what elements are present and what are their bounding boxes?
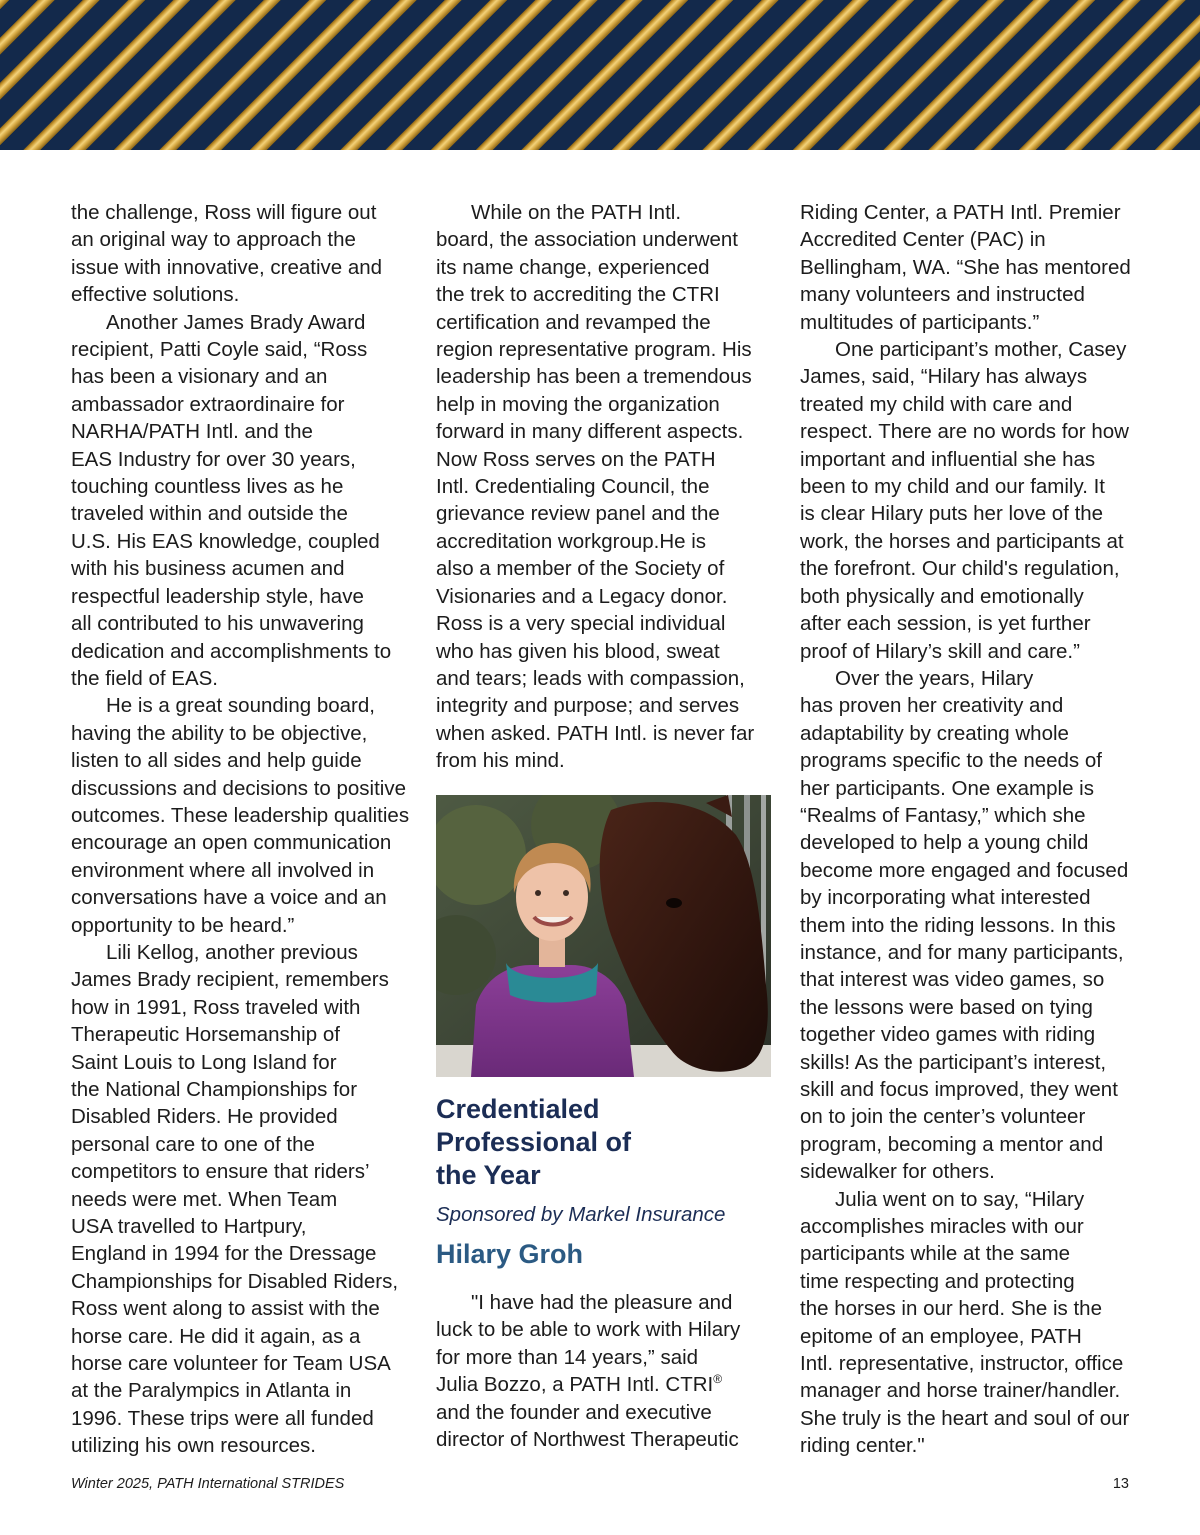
body-line: grievance review panel and the <box>436 502 720 526</box>
body-line: having the ability to be objective, <box>71 721 368 745</box>
body-line: Julia went on to say, “Hilary <box>835 1187 1085 1211</box>
body-line: Now Ross serves on the PATH <box>436 447 716 471</box>
body-line: opportunity to be heard.” <box>71 913 295 937</box>
honoree-name: Hilary Groh <box>436 1239 584 1269</box>
body-line: help in moving the organization <box>436 392 720 416</box>
body-line: Riding Center, a PATH Intl. Premier <box>800 201 1121 224</box>
body-line: is clear Hilary puts her love of the <box>800 502 1104 526</box>
body-line: has proven her creativity and <box>800 694 1064 718</box>
body-line: developed to help a young child <box>800 831 1089 855</box>
body-line: Therapeutic Horsemanship of <box>71 1023 340 1047</box>
body-line: has been a visionary and an <box>71 365 328 389</box>
page-number: 13 <box>1112 1476 1129 1492</box>
body-line: While on the PATH Intl. <box>471 201 682 224</box>
body-line: touching countless lives as he <box>71 475 344 499</box>
award-title-line: Professional of <box>436 1127 632 1157</box>
body-line: forward in many different aspects. <box>436 420 744 444</box>
body-line: when asked. PATH Intl. is never far <box>436 721 755 745</box>
publication-footer: Winter 2025, PATH International STRIDES <box>71 1476 345 1492</box>
body-line: integrity and purpose; and serves <box>436 694 740 718</box>
body-line: from his mind. <box>436 749 565 773</box>
body-line: many volunteers and instructed <box>800 283 1085 307</box>
body-line: 1996. These trips were all funded <box>71 1406 374 1430</box>
body-line: encourage an open communication <box>71 831 392 855</box>
body-line: skills! As the participant’s interest, <box>800 1050 1107 1074</box>
body-line: her participants. One example is <box>800 776 1094 800</box>
body-line: U.S. His EAS knowledge, coupled <box>71 529 380 553</box>
body-line: England in 1994 for the Dressage <box>71 1242 377 1266</box>
body-line: Disabled Riders. He provided <box>71 1105 338 1129</box>
body-line: board, the association underwent <box>436 228 739 252</box>
body-line: utilizing his own resources. <box>71 1434 316 1458</box>
body-line: He is a great sounding board, <box>106 694 375 718</box>
body-line: them into the riding lessons. In this <box>800 913 1116 937</box>
body-line: the trek to accrediting the CTRI <box>436 283 720 307</box>
article-column-3 <box>800 199 1145 1460</box>
body-line: both physically and emotionally <box>800 584 1084 608</box>
body-line: the challenge, Ross will figure out <box>71 201 377 224</box>
body-line-text: Julia Bozzo, a PATH Intl. CTRI <box>436 1373 714 1397</box>
body-line: the horses in our herd. She is the <box>800 1297 1102 1321</box>
body-line: Bellingham, WA. “She has mentored <box>800 255 1131 279</box>
honoree-photo <box>436 795 771 1077</box>
body-line: region representative program. His <box>436 338 752 362</box>
body-line: the National Championships for <box>71 1078 358 1101</box>
body-line: become more engaged and focused <box>800 858 1129 882</box>
body-line: who has given his blood, sweat <box>436 639 720 663</box>
body-line: respectful leadership style, have <box>71 584 364 608</box>
body-line: with his business acumen and <box>71 557 345 581</box>
body-line: proof of Hilary’s skill and care.” <box>800 639 1080 663</box>
body-line: conversations have a voice and an <box>71 886 387 910</box>
body-line: Intl. representative, instructor, office <box>800 1352 1124 1376</box>
award-title-line: Credentialed <box>436 1094 600 1124</box>
body-line: program, becoming a mentor and <box>800 1132 1104 1156</box>
body-line: horse care volunteer for Team USA <box>71 1352 391 1376</box>
body-line: Intl. Credentialing Council, the <box>436 475 710 499</box>
body-line: issue with innovative, creative and <box>71 255 383 279</box>
body-line: USA travelled to Hartpury, <box>71 1215 307 1239</box>
body-line: Ross went along to assist with the <box>71 1297 380 1321</box>
body-line: EAS Industry for over 30 years, <box>71 447 356 471</box>
body-line <box>436 1371 781 1398</box>
body-line: Championships for Disabled Riders, <box>71 1269 399 1293</box>
body-line: Saint Louis to Long Island for <box>71 1050 337 1074</box>
body-line: treated my child with care and <box>800 392 1073 416</box>
body-line: and tears; leads with compassion, <box>436 666 745 690</box>
body-line: by incorporating what interested <box>800 886 1091 910</box>
body-line: ambassador extraordinaire for <box>71 392 345 416</box>
body-line: recipient, Patti Coyle said, “Ross <box>71 338 368 362</box>
body-line: effective solutions. <box>71 283 240 307</box>
body-line: its name change, experienced <box>436 255 710 279</box>
body-line: time respecting and protecting <box>800 1269 1075 1293</box>
decorative-stripe-banner <box>0 0 1200 150</box>
body-line: riding center." <box>800 1434 925 1458</box>
body-line: luck to be able to work with Hilary <box>436 1318 741 1342</box>
body-line: that interest was video games, so <box>800 968 1105 992</box>
body-line: for more than 14 years,” said <box>436 1345 699 1369</box>
body-line: accomplishes miracles with our <box>800 1215 1084 1239</box>
body-line: adaptability by creating whole <box>800 721 1069 745</box>
body-line: the lessons were based on tying <box>800 995 1093 1019</box>
body-line: leadership has been a tremendous <box>436 365 752 389</box>
body-line: dedication and accomplishments to <box>71 639 392 663</box>
body-line: personal care to one of the <box>71 1132 315 1156</box>
body-line: the forefront. Our child's regulation, <box>800 557 1120 581</box>
body-line: the field of EAS. <box>71 666 219 690</box>
body-line: epitome of an employee, PATH <box>800 1324 1082 1348</box>
body-line: participants while at the same <box>800 1242 1071 1266</box>
body-line: She truly is the heart and soul of our <box>800 1406 1130 1430</box>
body-line: James, said, “Hilary has always <box>800 365 1088 389</box>
body-line: programs specific to the needs of <box>800 749 1102 773</box>
body-line: director of Northwest Therapeutic <box>436 1428 739 1452</box>
registered-mark: ® <box>713 1372 723 1387</box>
body-line: needs were met. When Team <box>71 1187 338 1211</box>
body-line: certification and revamped the <box>436 310 711 334</box>
body-line: accreditation workgroup.He is <box>436 529 707 553</box>
award-title-line: the Year <box>436 1160 541 1190</box>
body-line: sidewalker for others. <box>800 1160 995 1184</box>
body-line: instance, and for many participants, <box>800 940 1124 964</box>
body-line: "I have had the pleasure and <box>471 1291 733 1314</box>
body-line: been to my child and our family. It <box>800 475 1105 499</box>
body-line: traveled within and outside the <box>71 502 348 526</box>
body-line: One participant’s mother, Casey <box>835 338 1127 362</box>
body-line: Lili Kellog, another previous <box>106 940 358 964</box>
sponsor-line: Sponsored by Markel Insurance <box>436 1203 726 1226</box>
honoree-quote <box>436 1289 781 1453</box>
body-line: manager and horse trainer/handler. <box>800 1379 1121 1403</box>
body-line: work, the horses and participants at <box>800 529 1124 553</box>
body-line: skill and focus improved, they went <box>800 1078 1118 1101</box>
body-line: and the founder and executive <box>436 1400 712 1424</box>
body-line: important and influential she has <box>800 447 1096 471</box>
body-line: on to join the center’s volunteer <box>800 1105 1086 1129</box>
body-line: Ross is a very special individual <box>436 612 726 636</box>
body-line: Over the years, Hilary <box>835 666 1034 690</box>
body-line: respect. There are no words for how <box>800 420 1129 444</box>
body-line: also a member of the Society of <box>436 557 725 581</box>
article-column-1 <box>71 199 416 1460</box>
award-title <box>436 1093 776 1192</box>
body-line: listen to all sides and help guide <box>71 749 362 773</box>
body-line: competitors to ensure that riders’ <box>71 1160 370 1184</box>
body-line: James Brady recipient, remembers <box>71 968 389 992</box>
body-line: at the Paralympics in Atlanta in <box>71 1379 352 1403</box>
body-line: environment where all involved in <box>71 858 375 882</box>
body-line: discussions and decisions to positive <box>71 776 407 800</box>
body-line: all contributed to his unwavering <box>71 612 364 636</box>
body-line: how in 1991, Ross traveled with <box>71 995 361 1019</box>
body-line: after each session, is yet further <box>800 612 1091 636</box>
body-line: NARHA/PATH Intl. and the <box>71 420 313 444</box>
article-column-2 <box>436 199 781 775</box>
body-line: together video games with riding <box>800 1023 1096 1047</box>
body-line: an original way to approach the <box>71 228 356 252</box>
body-line: Accredited Center (PAC) in <box>800 228 1046 252</box>
body-line: multitudes of participants.” <box>800 310 1040 334</box>
body-line: Visionaries and a Legacy donor. <box>436 584 728 608</box>
body-line: outcomes. These leadership qualities <box>71 803 410 827</box>
body-line: “Realms of Fantasy,” which she <box>800 803 1086 827</box>
body-line: Another James Brady Award <box>106 310 366 334</box>
body-line: horse care. He did it again, as a <box>71 1324 361 1348</box>
